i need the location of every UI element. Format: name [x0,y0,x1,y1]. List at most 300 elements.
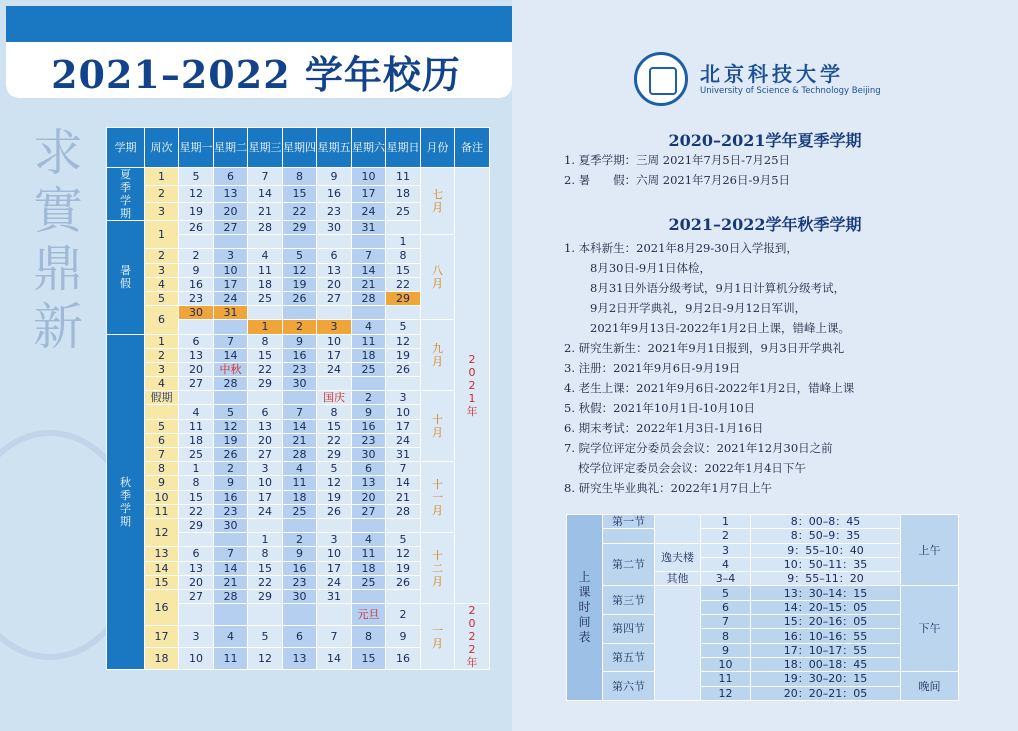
calendar-day: 20 [352,490,386,504]
calendar-day: 27 [214,221,248,235]
calendar-day: 23 [352,433,386,447]
header-tue: 星期二 [214,128,248,168]
calendar-day: 17 [386,419,421,433]
month-label: 十 一 月 [421,462,455,533]
calendar-day: 18 [352,561,386,575]
calendar-day: 4 [283,462,317,476]
calendar-day: 22 [248,362,283,376]
calendar-day: 15 [386,263,421,277]
calendar-day: 8 [352,626,386,648]
calendar-day: 30 [179,306,214,320]
header-wed: 星期三 [248,128,283,168]
academic-calendar-table [106,127,490,670]
calendar-day: 3 [179,626,214,648]
calendar-day: 28 [283,448,317,462]
calendar-day: 13 [283,648,317,670]
list-item: 2. 研究生新生：2021年9月1日报到，9月3日开学典礼 [564,341,845,355]
info-page [512,0,1018,731]
calendar-day: 23 [214,504,248,518]
calendar-day [214,235,248,249]
page-title: 2021–2022 学年校历 [51,52,461,97]
calendar-day: 14 [214,561,248,575]
week-number: 6 [145,306,179,334]
week-number: 5 [145,419,179,433]
calendar-day: 13 [317,263,352,277]
calendar-row [107,168,490,186]
calendar-day: 7 [386,462,421,476]
calendar-day: 2 [283,320,317,334]
summer-term-title: 2020–2021学年夏季学期 [668,131,862,150]
calendar-day [386,518,421,532]
week-number: 假期 [145,391,179,405]
week-number: 12 [145,518,179,546]
calendar-day: 17 [317,561,352,575]
class-schedule-label [567,515,603,701]
calendar-day: 12 [179,185,214,203]
calendar-day: 4 [179,405,214,419]
calendar-day: 30 [214,518,248,532]
calendar-day [317,377,352,391]
week-number: 7 [145,448,179,462]
calendar-day: 9 [317,168,352,186]
month-label: 十 二 月 [421,533,455,604]
calendar-day: 18 [386,185,421,203]
calendar-day: 26 [283,291,317,305]
calendar-day: 13 [352,476,386,490]
calendar-day: 11 [352,547,386,561]
week-number: 1 [145,168,179,186]
calendar-day: 24 [386,433,421,447]
week-number: 1 [145,221,179,249]
calendar-day: 12 [386,334,421,348]
calendar-day [386,221,421,235]
location-label: 其他 [655,572,701,586]
calendar-day: 25 [248,291,283,305]
week-number: 5 [145,291,179,305]
calendar-day: 14 [317,648,352,670]
calendar-day: 23 [179,291,214,305]
calendar-day: 10 [248,476,283,490]
calendar-day: 8 [317,405,352,419]
list-item: 5. 秋假：2021年10月1日-10月10日 [564,401,755,415]
summer-term-list [564,150,994,190]
week-number: 11 [145,504,179,518]
calendar-day [317,604,352,626]
calendar-day: 22 [248,575,283,589]
location-label: 逸夫楼 [655,543,701,572]
calendar-day: 1 [179,462,214,476]
calendar-day: 3 [317,320,352,334]
calendar-day: 19 [386,561,421,575]
calendar-day: 3 [386,391,421,405]
period-time: 8：50–9：35 [751,529,901,543]
week-number: 18 [145,648,179,670]
calendar-day: 31 [352,221,386,235]
calendar-day [214,391,248,405]
calendar-day: 29 [283,221,317,235]
calendar-day: 7 [248,168,283,186]
week-number [145,405,179,419]
period-number: 2 [701,529,751,543]
session-label: 第四节 [603,615,655,644]
calendar-day [179,391,214,405]
calendar-day: 8 [248,547,283,561]
calendar-day: 3 [248,462,283,476]
list-item: 3. 注册：2021年9月6日-9月19日 [564,361,741,375]
calendar-day: 23 [283,362,317,376]
calendar-day: 29 [179,518,214,532]
calendar-day: 16 [352,419,386,433]
session-label: 第五节 [603,643,655,672]
calendar-day [283,306,317,320]
calendar-day [179,533,214,547]
session-label: 第一节 [603,515,655,529]
period-number: 3 [701,543,751,557]
semester-label: 暑 假 [107,221,145,335]
period-time: 19：30–20：15 [751,672,901,686]
month-label: 七 月 [421,168,455,235]
calendar-day: 6 [248,405,283,419]
calendar-day: 6 [352,462,386,476]
week-number: 16 [145,589,179,625]
calendar-day: 6 [317,249,352,263]
calendar-day: 29 [248,589,283,603]
calendar-day [179,235,214,249]
calendar-day: 12 [317,476,352,490]
calendar-day: 16 [179,277,214,291]
header-mon: 星期一 [179,128,214,168]
calendar-day: 18 [352,348,386,362]
calendar-day: 14 [352,263,386,277]
calendar-day: 12 [386,547,421,561]
semester-label: 夏 季 学 期 [107,168,145,221]
calendar-day: 7 [283,405,317,419]
calendar-day: 21 [386,490,421,504]
calendar-day: 20 [317,277,352,291]
calendar-day: 24 [214,291,248,305]
calendar-day: 28 [352,291,386,305]
header-week: 周次 [145,128,179,168]
period-number: 7 [701,615,751,629]
calendar-day: 25 [352,362,386,376]
calendar-day: 9 [179,263,214,277]
header-month: 月份 [421,128,455,168]
calendar-day: 16 [283,561,317,575]
calendar-day: 11 [248,263,283,277]
calendar-day: 10 [386,405,421,419]
calendar-day: 15 [283,185,317,203]
list-item: 2021年9月13日-2022年1月2日上课，错峰上课。 [590,321,851,335]
calendar-day: 5 [283,249,317,263]
week-number: 3 [145,362,179,376]
calendar-day: 1 [248,533,283,547]
class-schedule-label-text: 上 课 时 间 表 [578,569,591,644]
calendar-day [214,604,248,626]
calendar-day: 18 [179,433,214,447]
calendar-day [283,235,317,249]
period-number: 11 [701,672,751,686]
calendar-day: 9 [283,334,317,348]
calendar-day: 6 [179,547,214,561]
period-time: 18：00–18：45 [751,657,901,671]
period-number: 8 [701,629,751,643]
calendar-day: 25 [283,504,317,518]
session-label: 第三节 [603,586,655,615]
calendar-day: 8 [283,168,317,186]
header-sat: 星期六 [352,128,386,168]
header-thu: 星期四 [283,128,317,168]
calendar-day: 中秋 [214,362,248,376]
university-name-en: University of Science & Technology Beijing [700,86,881,96]
calendar-day: 22 [179,504,214,518]
calendar-day: 15 [248,561,283,575]
calendar-day: 16 [283,348,317,362]
calendar-day: 27 [179,377,214,391]
calendar-day: 12 [248,648,283,670]
week-number: 4 [145,277,179,291]
university-name-cn: 北京科技大学 [700,62,844,86]
calendar-day: 26 [214,448,248,462]
school-motto: 求 實 鼎 新 [33,124,83,356]
calendar-day [317,518,352,532]
calendar-day: 19 [386,348,421,362]
list-item: 8月30日-9月1日体检， [590,261,711,275]
calendar-day: 21 [248,203,283,221]
calendar-day [248,306,283,320]
calendar-day: 7 [214,334,248,348]
calendar-day: 9 [386,626,421,648]
calendar-day: 15 [317,419,352,433]
calendar-day: 22 [386,277,421,291]
calendar-day: 13 [214,185,248,203]
calendar-day: 26 [386,575,421,589]
calendar-day: 29 [248,377,283,391]
week-number: 13 [145,547,179,561]
calendar-day: 16 [386,648,421,670]
calendar-day: 22 [283,203,317,221]
calendar-day: 19 [317,490,352,504]
calendar-day: 26 [179,221,214,235]
period-time: 20：20–21：05 [751,686,901,700]
calendar-day [386,589,421,603]
calendar-day: 24 [248,504,283,518]
slot-label: 晚间 [901,672,959,701]
calendar-day: 20 [214,203,248,221]
calendar-day: 4 [352,320,386,334]
calendar-day: 25 [386,203,421,221]
period-time: 17：10–17：55 [751,643,901,657]
period-time: 8：00–8：45 [751,515,901,529]
calendar-day: 5 [386,533,421,547]
calendar-day: 2 [283,533,317,547]
calendar-day: 25 [179,448,214,462]
list-item: 1. 本科新生：2021年8月29-30日入学报到， [564,241,798,255]
calendar-day: 16 [317,185,352,203]
calendar-day: 21 [214,575,248,589]
week-number: 2 [145,185,179,203]
calendar-day: 17 [214,277,248,291]
period-number: 3–4 [701,572,751,586]
period-number: 12 [701,686,751,700]
calendar-day: 26 [317,504,352,518]
calendar-body [107,168,490,670]
calendar-day [352,306,386,320]
calendar-day: 4 [352,533,386,547]
calendar-day: 31 [214,306,248,320]
period-time: 16：10–16：55 [751,629,901,643]
week-number: 9 [145,476,179,490]
calendar-day: 30 [283,377,317,391]
calendar-day: 2 [179,249,214,263]
week-number: 17 [145,626,179,648]
calendar-day [352,235,386,249]
period-number: 6 [701,600,751,614]
calendar-day: 26 [386,362,421,376]
calendar-day: 28 [214,589,248,603]
list-item: 校学位评定委员会会议：2022年1月4日下午 [578,461,806,475]
list-item: 8. 研究生毕业典礼：2022年1月7日上午 [564,481,773,495]
calendar-day [248,518,283,532]
calendar-day: 11 [179,419,214,433]
calendar-day: 10 [179,648,214,670]
calendar-day: 23 [317,203,352,221]
calendar-day: 14 [283,419,317,433]
calendar-day: 10 [317,547,352,561]
period-time: 9：55–11：20 [751,572,901,586]
list-item: 1. 夏季学期：三周 2021年7月5日-7月25日 [564,153,791,167]
period-time: 15：20–16：05 [751,615,901,629]
calendar-day: 11 [386,168,421,186]
calendar-day: 24 [352,203,386,221]
calendar-day: 13 [179,348,214,362]
calendar-day: 29 [386,291,421,305]
calendar-day: 25 [352,575,386,589]
week-number: 2 [145,348,179,362]
calendar-day: 10 [214,263,248,277]
fall-term-list [564,238,994,498]
calendar-day: 11 [214,648,248,670]
calendar-day: 12 [214,419,248,433]
calendar-day: 10 [317,334,352,348]
calendar-day [248,235,283,249]
calendar-day: 29 [317,448,352,462]
calendar-day [214,320,248,334]
calendar-day: 7 [317,626,352,648]
calendar-day: 8 [179,476,214,490]
header-semester: 学期 [107,128,145,168]
calendar-day: 15 [179,490,214,504]
period-time: 10：50–11：35 [751,557,901,571]
list-item: 8月31日外语分级考试，9月1日计算机分级考试， [590,281,846,295]
calendar-day [214,533,248,547]
calendar-day: 27 [352,504,386,518]
calendar-day: 28 [214,377,248,391]
calendar-day [179,604,214,626]
fall-term-title: 2021–2022学年秋季学期 [668,215,862,234]
calendar-day: 6 [179,334,214,348]
month-label: 八 月 [421,235,455,320]
calendar-day [317,235,352,249]
calendar-day: 1 [248,320,283,334]
calendar-day: 30 [283,589,317,603]
month-label: 一 月 [421,604,455,670]
period-number: 5 [701,586,751,600]
week-number: 3 [145,263,179,277]
calendar-day: 23 [283,575,317,589]
year-note: 2 0 2 1 年 [455,168,490,604]
header-note: 备注 [455,128,490,168]
calendar-day [386,306,421,320]
calendar-day: 5 [248,626,283,648]
calendar-day [248,391,283,405]
calendar-day: 14 [386,476,421,490]
calendar-day: 21 [283,433,317,447]
month-label: 九 月 [421,320,455,391]
period-number: 1 [701,515,751,529]
calendar-day: 24 [317,362,352,376]
calendar-day: 4 [214,626,248,648]
calendar-day [179,320,214,334]
calendar-day: 2 [214,462,248,476]
calendar-day: 8 [248,334,283,348]
week-number: 1 [145,334,179,348]
calendar-day: 7 [352,249,386,263]
class-schedule-table [566,514,959,701]
calendar-day: 4 [248,249,283,263]
calendar-day: 5 [386,320,421,334]
slot-label: 下午 [901,586,959,672]
calendar-day [283,518,317,532]
calendar-day [352,589,386,603]
calendar-day: 国庆 [317,391,352,405]
calendar-day: 27 [248,448,283,462]
calendar-day: 28 [386,504,421,518]
week-number: 4 [145,377,179,391]
calendar-day: 19 [283,277,317,291]
header-fri: 星期五 [317,128,352,168]
calendar-day: 5 [214,405,248,419]
calendar-day: 19 [214,433,248,447]
calendar-day: 22 [317,433,352,447]
period-time: 14：20–15：05 [751,600,901,614]
calendar-row [107,462,490,476]
week-number: 8 [145,462,179,476]
calendar-day: 27 [317,291,352,305]
calendar-day: 1 [386,235,421,249]
calendar-day [386,377,421,391]
week-number: 6 [145,433,179,447]
week-number: 2 [145,249,179,263]
calendar-day: 11 [283,476,317,490]
calendar-day: 30 [352,448,386,462]
calendar-day: 20 [179,362,214,376]
calendar-day: 5 [317,462,352,476]
calendar-day: 3 [214,249,248,263]
week-number: 14 [145,561,179,575]
week-number: 15 [145,575,179,589]
list-item: 7. 院学位评定分委员会会议：2021年12月30日之前 [564,441,833,455]
calendar-day: 8 [386,249,421,263]
calendar-day: 24 [317,575,352,589]
calendar-day: 11 [352,334,386,348]
period-number: 9 [701,643,751,657]
calendar-row [107,391,490,405]
calendar-day: 9 [214,476,248,490]
calendar-day: 27 [179,589,214,603]
session-label: 第二节 [603,543,655,586]
list-item: 2. 暑 假：六周 2021年7月26日-9月5日 [564,173,791,187]
calendar-day: 17 [248,490,283,504]
